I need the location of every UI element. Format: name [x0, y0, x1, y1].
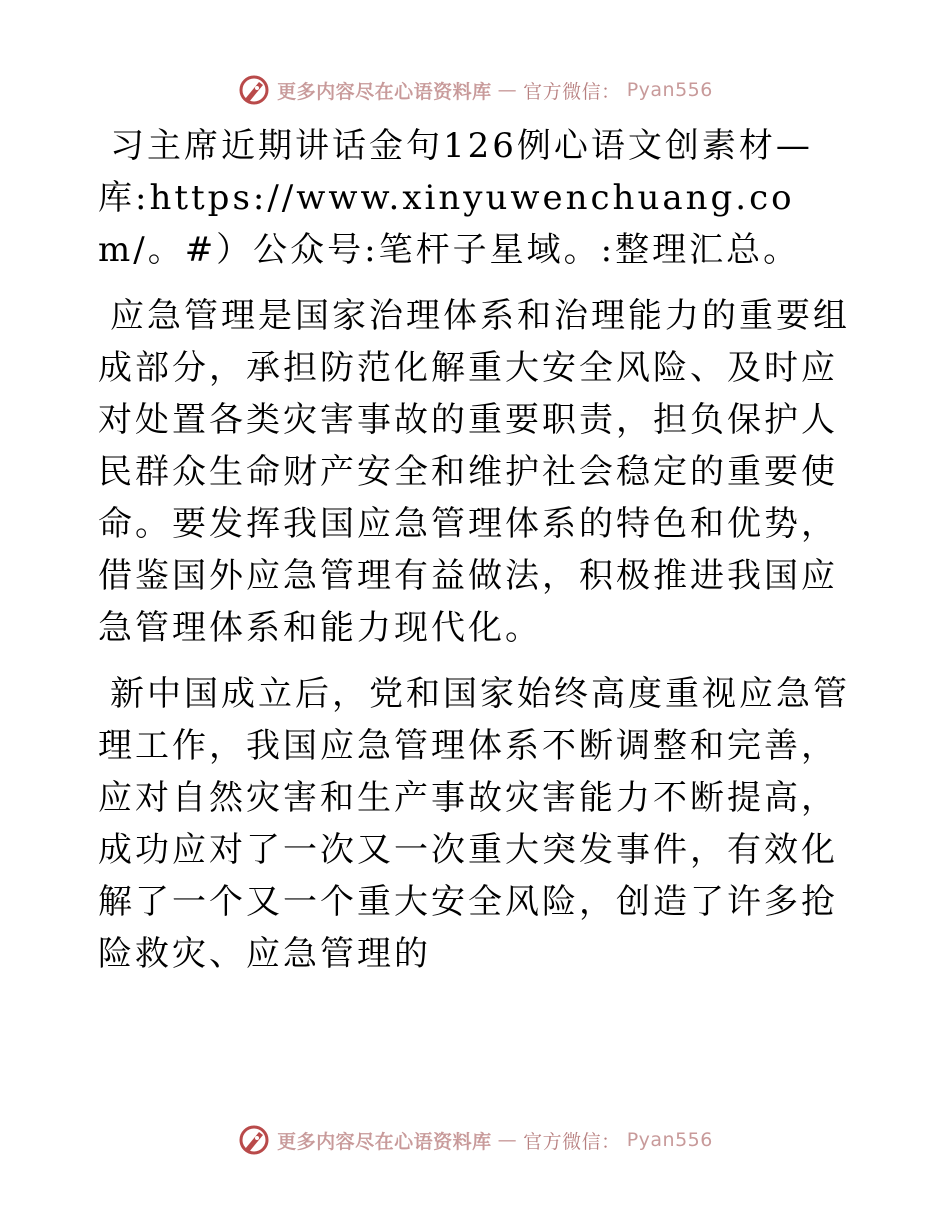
- document-body: [98, 120, 858, 994]
- header-separator: —: [497, 79, 518, 101]
- pen-logo-icon: [237, 73, 271, 107]
- footer-site-text: 更多内容尽在心语资料库: [277, 1130, 492, 1153]
- header-site-text: 更多内容尽在心语资料库: [277, 80, 492, 103]
- footer-separator: —: [497, 1129, 518, 1151]
- footer-wechat-label: 官方微信：: [523, 1130, 621, 1153]
- footer-watermark: [0, 1120, 950, 1160]
- paragraph-history: 新中国成立后，党和国家始终高度重视应急管理工作，我国应急管理体系不断调整和完善，应对自然灾害和生产事故灾害能力不断提高，成功应对了一次又一次重大突发事件，有效化解了一个又一个重大安全风险，创造了许多抢险救灾、应急管理的: [98, 674, 850, 974]
- pen-logo-icon: [237, 1123, 271, 1157]
- footer-wechat-id: Pyan556: [626, 1129, 713, 1151]
- header-wechat-label: 官方微信：: [523, 80, 621, 103]
- paragraph-emergency-management: 应急管理是国家治理体系和治理能力的重要组成部分，承担防范化解重大安全风险、及时应对处置各类灾害事故的重要职责，担负保护人民群众生命财产安全和维护社会稳定的重要使命。要发挥我国应急管理体系的特色和优势，借鉴国外应急管理有益做法，积极推进我国应急管理体系和能力现代化。: [98, 296, 850, 648]
- header-watermark: [0, 70, 950, 110]
- header-wechat-id: Pyan556: [626, 79, 713, 101]
- paragraph-source-note: 习主席近期讲话金句126例心语文创素材—库:https://www.xinyuwenchuang.com/。#）公众号:笔杆子星域。:整理汇总。: [98, 126, 813, 270]
